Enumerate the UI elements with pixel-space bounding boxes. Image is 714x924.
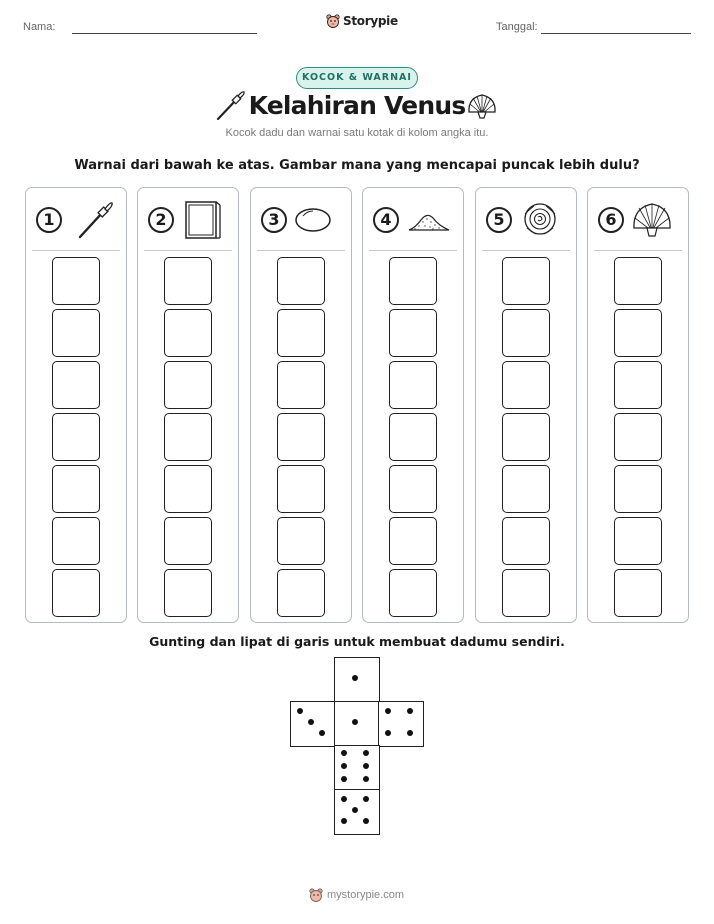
color-box[interactable] — [502, 257, 550, 305]
color-box[interactable] — [52, 413, 100, 461]
dice-pip — [363, 763, 369, 769]
color-box[interactable] — [164, 309, 212, 357]
column-number: 3 — [261, 207, 287, 233]
color-box[interactable] — [277, 361, 325, 409]
dice-face-1 — [334, 657, 380, 703]
page-footer — [309, 887, 404, 903]
color-box[interactable] — [164, 413, 212, 461]
dice-pip — [297, 708, 303, 714]
sand-pile-icon — [405, 200, 455, 240]
dice-pip — [385, 708, 391, 714]
page-header — [0, 0, 714, 50]
color-box[interactable] — [52, 361, 100, 409]
brand-name: Storypie — [343, 14, 398, 28]
column-2 — [137, 187, 239, 623]
dice-face-6 — [334, 745, 380, 791]
dice-pip — [341, 750, 347, 756]
page-subtitle: Kocok dadu dan warnai satu kotak di kolom angka itu. — [225, 127, 489, 139]
dice-pip — [363, 776, 369, 782]
color-box[interactable] — [277, 257, 325, 305]
column-number: 1 — [36, 207, 62, 233]
dice-pip — [363, 818, 369, 824]
color-box[interactable] — [389, 413, 437, 461]
name-label: Nama: — [23, 21, 56, 33]
page-title: Kelahiran Venus — [248, 91, 466, 120]
color-box[interactable] — [614, 569, 662, 617]
brand-logo — [326, 13, 398, 29]
dice-pip — [341, 763, 347, 769]
dice-pip — [407, 708, 413, 714]
color-box[interactable] — [277, 309, 325, 357]
dice-pip — [341, 776, 347, 782]
color-box[interactable] — [277, 569, 325, 617]
column-3 — [250, 187, 352, 623]
rose-icon — [518, 200, 568, 240]
pearl-icon — [293, 200, 343, 240]
column-divider — [594, 250, 682, 251]
dice-pip — [363, 750, 369, 756]
color-box[interactable] — [389, 361, 437, 409]
color-box[interactable] — [164, 361, 212, 409]
dice-pip — [363, 796, 369, 802]
color-box[interactable] — [52, 517, 100, 565]
color-box[interactable] — [614, 465, 662, 513]
color-box[interactable] — [164, 257, 212, 305]
color-box[interactable] — [502, 465, 550, 513]
color-box[interactable] — [614, 257, 662, 305]
column-divider — [482, 250, 570, 251]
color-box[interactable] — [389, 257, 437, 305]
color-box[interactable] — [389, 465, 437, 513]
dice-pip — [341, 818, 347, 824]
color-box[interactable] — [52, 257, 100, 305]
column-number: 2 — [148, 207, 174, 233]
dice-pip — [352, 719, 358, 725]
column-divider — [257, 250, 345, 251]
dice-pip — [407, 730, 413, 736]
color-box[interactable] — [164, 569, 212, 617]
dice-face-3 — [290, 701, 336, 747]
column-4 — [362, 187, 464, 623]
color-box[interactable] — [502, 517, 550, 565]
color-box[interactable] — [502, 361, 550, 409]
paintbrush-icon — [68, 200, 118, 240]
column-number: 4 — [373, 207, 399, 233]
color-box[interactable] — [389, 309, 437, 357]
color-box[interactable] — [614, 309, 662, 357]
column-5 — [475, 187, 577, 623]
dice-face-5 — [334, 789, 380, 835]
color-box[interactable] — [614, 361, 662, 409]
storypie-mascot-icon — [326, 13, 340, 29]
color-box[interactable] — [614, 413, 662, 461]
scallop-shell-icon — [466, 92, 498, 120]
dice-face-4 — [378, 701, 424, 747]
date-write-line[interactable] — [541, 33, 691, 34]
dice-pip — [352, 807, 358, 813]
dice-face-1 — [334, 701, 380, 747]
color-box[interactable] — [277, 465, 325, 513]
color-box[interactable] — [277, 413, 325, 461]
name-write-line[interactable] — [72, 33, 257, 34]
color-box[interactable] — [502, 413, 550, 461]
color-box[interactable] — [389, 569, 437, 617]
color-box[interactable] — [389, 517, 437, 565]
color-box[interactable] — [502, 309, 550, 357]
date-label: Tanggal: — [496, 21, 538, 33]
column-1 — [25, 187, 127, 623]
column-6 — [587, 187, 689, 623]
canvas-icon — [180, 200, 230, 240]
column-number: 5 — [486, 207, 512, 233]
color-box[interactable] — [164, 517, 212, 565]
dice-pip — [308, 719, 314, 725]
storypie-mascot-icon — [309, 887, 323, 903]
dice-pip — [352, 675, 358, 681]
dice-pip — [319, 730, 325, 736]
cut-instruction: Gunting dan lipat di garis untuk membuat dadumu sendiri. — [149, 634, 565, 649]
activity-badge: KOCOK & WARNAI — [296, 67, 418, 89]
footer-url[interactable]: mystorypie.com — [327, 889, 405, 901]
column-number: 6 — [598, 207, 624, 233]
column-divider — [144, 250, 232, 251]
color-box[interactable] — [164, 465, 212, 513]
scallop-shell-icon — [630, 200, 680, 240]
coloring-instruction: Warnai dari bawah ke atas. Gambar mana yang mencapai puncak lebih dulu? — [74, 158, 640, 173]
color-box[interactable] — [52, 465, 100, 513]
column-divider — [32, 250, 120, 251]
color-box[interactable] — [614, 517, 662, 565]
dice-pip — [341, 796, 347, 802]
column-divider — [369, 250, 457, 251]
color-box[interactable] — [277, 517, 325, 565]
color-box[interactable] — [502, 569, 550, 617]
dice-pip — [385, 730, 391, 736]
color-box[interactable] — [52, 569, 100, 617]
color-box[interactable] — [52, 309, 100, 357]
